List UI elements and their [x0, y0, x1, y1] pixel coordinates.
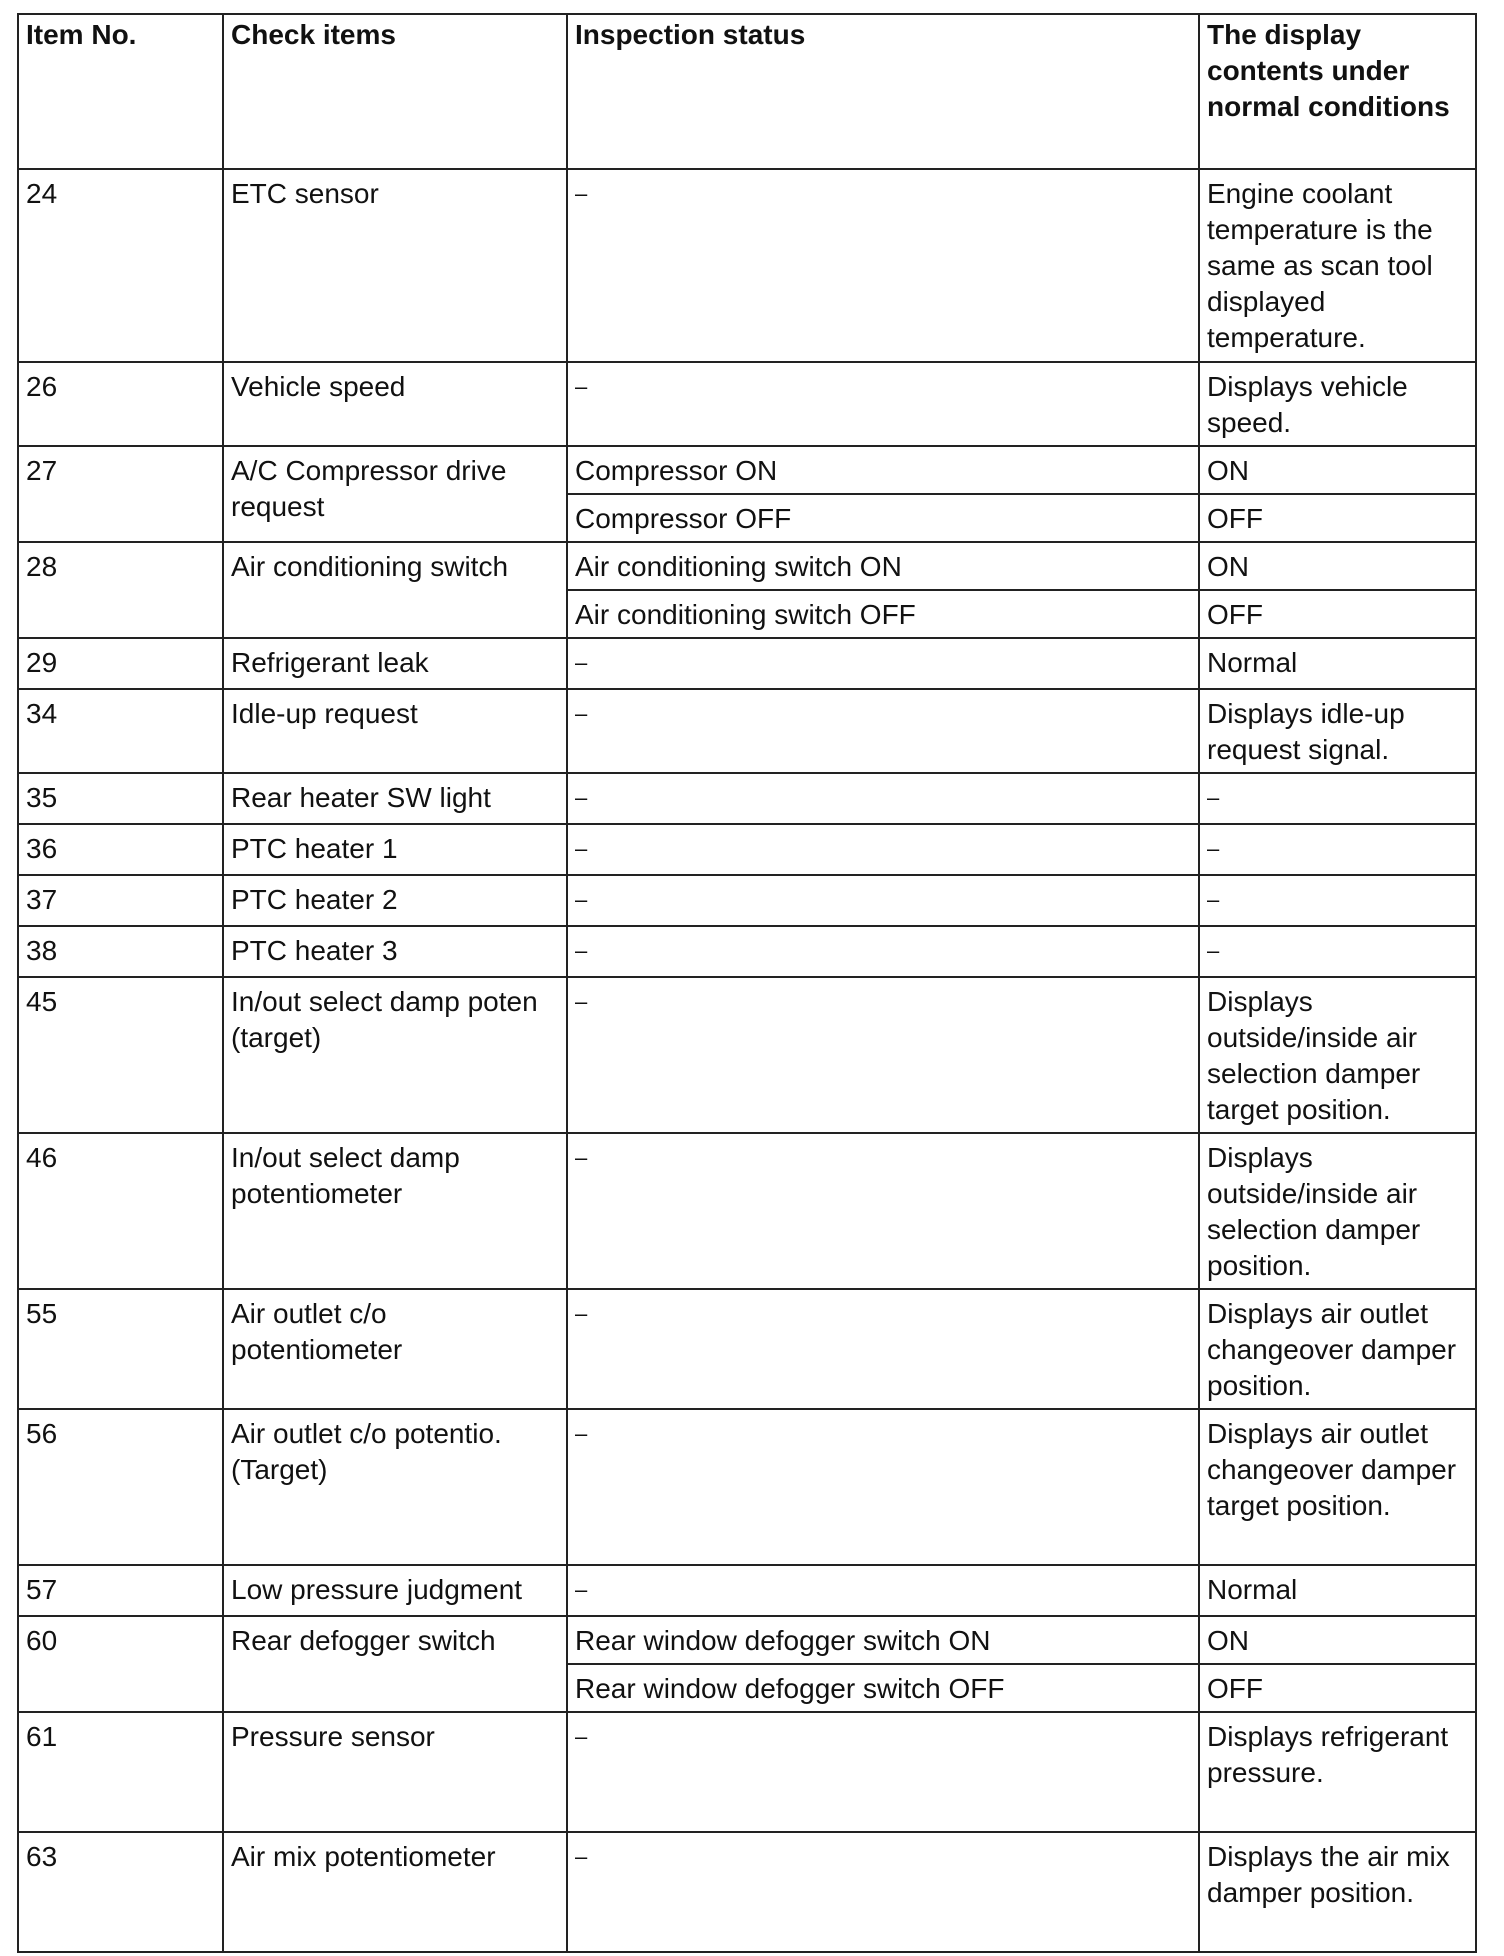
cell-check-item: In/out select damp poten (target) — [223, 977, 567, 1133]
cell-item-no: 35 — [18, 773, 223, 824]
cell-inspection-status: – — [567, 773, 1199, 824]
cell-item-no: 24 — [18, 169, 223, 362]
table-row — [18, 824, 1476, 875]
cell-check-item: Refrigerant leak — [223, 638, 567, 689]
cell-inspection-status: – — [567, 977, 1199, 1133]
cell-check-item: Pressure sensor — [223, 1712, 567, 1832]
cell-display-contents: Normal — [1199, 1565, 1476, 1616]
cell-inspection-status: – — [567, 1832, 1199, 1952]
cell-item-no: 28 — [18, 542, 223, 638]
cell-check-item: A/C Compressor drive request — [223, 446, 567, 542]
cell-item-no: 27 — [18, 446, 223, 542]
cell-item-no: 38 — [18, 926, 223, 977]
cell-check-item: In/out select damp potentiometer — [223, 1133, 567, 1289]
cell-display-contents: Displays the air mix damper position. — [1199, 1832, 1476, 1952]
table-body — [18, 169, 1476, 1952]
table-row — [18, 1289, 1476, 1409]
cell-display-contents: OFF — [1199, 1664, 1476, 1712]
table-row — [18, 875, 1476, 926]
cell-display-contents: ON — [1199, 446, 1476, 494]
cell-check-item: Air mix potentiometer — [223, 1832, 567, 1952]
cell-check-item: Rear heater SW light — [223, 773, 567, 824]
cell-item-no: 37 — [18, 875, 223, 926]
table-row — [18, 1832, 1476, 1952]
cell-item-no: 29 — [18, 638, 223, 689]
cell-display-contents: – — [1199, 875, 1476, 926]
cell-item-no: 26 — [18, 362, 223, 446]
cell-inspection-status: – — [567, 875, 1199, 926]
cell-display-contents: Displays outside/inside air selection damper position. — [1199, 1133, 1476, 1289]
cell-display-contents: – — [1199, 824, 1476, 875]
cell-item-no: 60 — [18, 1616, 223, 1712]
table-row — [18, 689, 1476, 773]
header-check-items: Check items — [223, 14, 567, 169]
table-header-row — [18, 14, 1476, 169]
cell-item-no: 45 — [18, 977, 223, 1133]
cell-display-contents: Engine coolant temperature is the same as scan tool displayed temperature. — [1199, 169, 1476, 362]
cell-display-contents: Normal — [1199, 638, 1476, 689]
cell-display-contents: ON — [1199, 1616, 1476, 1664]
cell-inspection-status: – — [567, 1133, 1199, 1289]
cell-inspection-status: – — [567, 362, 1199, 446]
cell-check-item: Low pressure judgment — [223, 1565, 567, 1616]
table-row — [18, 977, 1476, 1133]
cell-display-contents: Displays air outlet changeover damper target position. — [1199, 1409, 1476, 1565]
cell-item-no: 57 — [18, 1565, 223, 1616]
cell-inspection-status: Compressor OFF — [567, 494, 1199, 542]
table-row — [18, 362, 1476, 446]
cell-item-no: 55 — [18, 1289, 223, 1409]
table-row — [18, 926, 1476, 977]
inspection-table — [17, 13, 1477, 1953]
cell-display-contents: OFF — [1199, 494, 1476, 542]
cell-display-contents: ON — [1199, 542, 1476, 590]
table-row — [18, 446, 1476, 494]
cell-inspection-status: Rear window defogger switch OFF — [567, 1664, 1199, 1712]
table-row — [18, 1565, 1476, 1616]
cell-display-contents: Displays refrigerant pressure. — [1199, 1712, 1476, 1832]
cell-item-no: 34 — [18, 689, 223, 773]
cell-check-item: ETC sensor — [223, 169, 567, 362]
header-inspection-status: Inspection status — [567, 14, 1199, 169]
cell-inspection-status: Air conditioning switch ON — [567, 542, 1199, 590]
cell-inspection-status: – — [567, 1712, 1199, 1832]
cell-check-item: PTC heater 2 — [223, 875, 567, 926]
cell-check-item: Air outlet c/o potentiometer — [223, 1289, 567, 1409]
cell-check-item: PTC heater 3 — [223, 926, 567, 977]
table-row — [18, 169, 1476, 362]
cell-display-contents: Displays idle-up request signal. — [1199, 689, 1476, 773]
cell-display-contents: – — [1199, 773, 1476, 824]
table-row — [18, 773, 1476, 824]
cell-inspection-status: – — [567, 1289, 1199, 1409]
table-row — [18, 1133, 1476, 1289]
cell-inspection-status: Air conditioning switch OFF — [567, 590, 1199, 638]
cell-display-contents: Displays vehicle speed. — [1199, 362, 1476, 446]
cell-inspection-status: – — [567, 1409, 1199, 1565]
cell-item-no: 46 — [18, 1133, 223, 1289]
cell-check-item: Air outlet c/o potentio. (Target) — [223, 1409, 567, 1565]
cell-inspection-status: – — [567, 1565, 1199, 1616]
cell-inspection-status: – — [567, 638, 1199, 689]
cell-display-contents: – — [1199, 926, 1476, 977]
cell-inspection-status: – — [567, 689, 1199, 773]
cell-display-contents: Displays outside/inside air selection damper target position. — [1199, 977, 1476, 1133]
cell-check-item: Vehicle speed — [223, 362, 567, 446]
cell-inspection-status: Compressor ON — [567, 446, 1199, 494]
cell-check-item: Air conditioning switch — [223, 542, 567, 638]
cell-check-item: PTC heater 1 — [223, 824, 567, 875]
table-row — [18, 542, 1476, 590]
cell-inspection-status: – — [567, 169, 1199, 362]
header-item-no: Item No. — [18, 14, 223, 169]
cell-display-contents: Displays air outlet changeover damper position. — [1199, 1289, 1476, 1409]
cell-item-no: 56 — [18, 1409, 223, 1565]
cell-item-no: 36 — [18, 824, 223, 875]
table-row — [18, 638, 1476, 689]
cell-inspection-status: – — [567, 824, 1199, 875]
cell-item-no: 63 — [18, 1832, 223, 1952]
cell-display-contents: OFF — [1199, 590, 1476, 638]
cell-inspection-status: Rear window defogger switch ON — [567, 1616, 1199, 1664]
table-row — [18, 1712, 1476, 1832]
header-display-contents: The display contents under normal conditions — [1199, 14, 1476, 169]
cell-check-item: Idle-up request — [223, 689, 567, 773]
cell-item-no: 61 — [18, 1712, 223, 1832]
table-row — [18, 1616, 1476, 1664]
table-row — [18, 1409, 1476, 1565]
cell-check-item: Rear defogger switch — [223, 1616, 567, 1712]
cell-inspection-status: – — [567, 926, 1199, 977]
